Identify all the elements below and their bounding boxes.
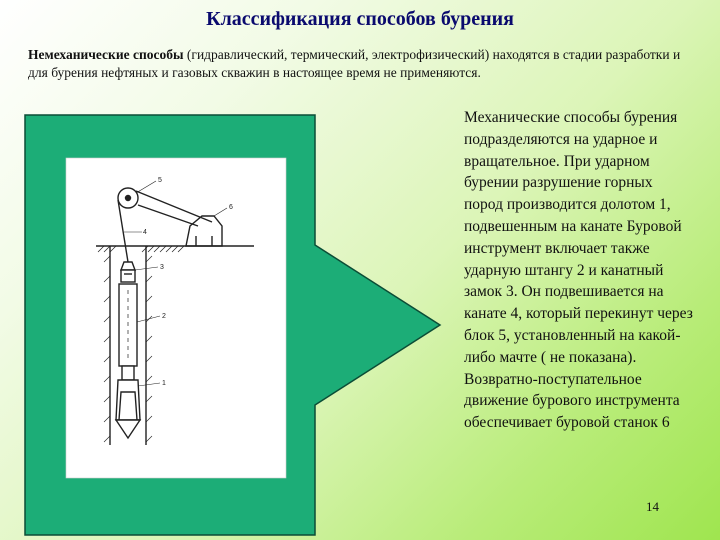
diagram-label-5: 5 xyxy=(158,177,162,184)
mechanical-methods-text: Механические способы бурения подразделяются на ударное и вращательное. При ударном бурении разрушение горных пород производится долотом 1, подвешенным на канате Буровой инструмент включает также ударную штангу 2 и канатный замок 3. Он подвешивается на канате 4, который перекинут через блок 5, установленный на какой-либо мачте ( не показана). Возвратно-поступательное движение бурового инструмента обеспечивает буровой станок 6 xyxy=(464,109,693,432)
diagram-label-2: 2 xyxy=(162,313,166,320)
diagram-label-1: 1 xyxy=(162,380,166,387)
slide-title: Классификация способов бурения xyxy=(206,8,514,30)
diagram-label-3: 3 xyxy=(160,264,164,271)
diagram-label-4: 4 xyxy=(143,229,147,236)
page-number: 14 xyxy=(646,499,659,514)
intro-bold-term: Немеханические способы xyxy=(28,47,184,62)
diagram-label-6: 6 xyxy=(229,204,233,211)
intro-text: (гидравлический, термический, электрофизический) находятся в стадии разработки и для бурения нефтяных и газовых скважин в настоящее время не применяются. xyxy=(28,47,681,80)
diagram-background xyxy=(66,158,286,478)
